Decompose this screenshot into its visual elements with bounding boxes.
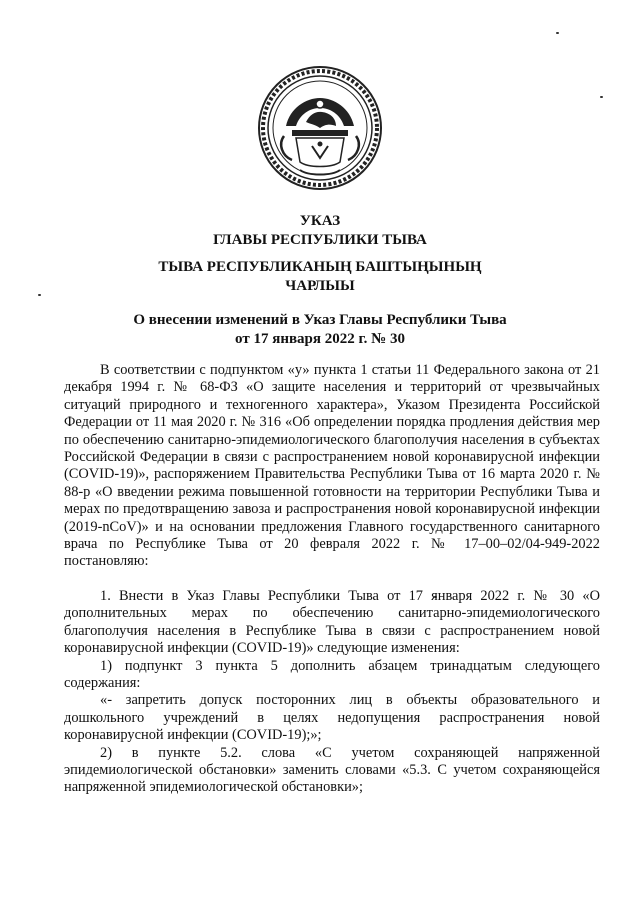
scan-speck xyxy=(556,32,559,34)
subitem-1-paragraph: 1) подпункт 3 пункта 5 дополнить абзацем тринадцатым следующего содержания: xyxy=(64,657,600,691)
title-line-4: ЧАРЛЫЫ xyxy=(285,278,355,294)
decree-title-tuvan xyxy=(0,258,640,296)
item-1-paragraph: 1. Внести в Указ Главы Республики Тыва от 17 января 2022 г. № 30 «О дополнительных мерах по обеспечению санитарно-эпидемиологического благополучия населения в Республике Тыва в связи с распространением новой коронавирусной инфекции (COVID-19)» следующие изменения: xyxy=(64,587,600,657)
subject-line-1: О внесении изменений в Указ Главы Республики Тыва xyxy=(133,312,507,328)
subitem-2-paragraph: 2) в пункте 5.2. слова «С учетом сохраняющей напряженной эпидемиологической обстановки» заменить словами «5.3. С учетом сохраняющейся напряженной эпидемиологической обстановки»; xyxy=(64,744,600,796)
decree-subject xyxy=(0,311,640,349)
coat-of-arms-emblem xyxy=(256,64,384,192)
title-line-1: УКАЗ xyxy=(299,213,341,229)
decree-title xyxy=(0,212,640,250)
scan-speck xyxy=(600,96,603,98)
quote-1-paragraph: «- запретить допуск посторонних лиц в объекты образовательного и дошкольного учреждений в целях недопущения распространения новой коронавирусной инфекции (COVID-19);»; xyxy=(64,692,600,744)
preamble-paragraph: В соответствии с подпунктом «у» пункта 1 статьи 11 Федерального закона от 21 декабря 1994 г. № 68-ФЗ «О защите населения и территорий от чрезвычайных ситуаций природного и техногенного характера», Указом Президента Российской Федерации от 11 мая 2020 г. № 316 «Об определении порядка продления действия мер по обеспечению санитарно-эпидемиологического благополучия населения в субъектах Российской Федерации в связи с распространением новой коронавирусной инфекции (COVID-19)», распоряжением Правительства Республики Тыва от 16 марта 2020 г. № 88-р «О введении режима повышенной готовности на территории Республики Тыва и мерах по предотвращению завоза и распространения новой коронавирусной инфекции (2019-nCoV)» и на основании предложения Главного государственного санитарного врача по Республике Тыва от 20 февраля 2022 г. № 17–00–02/04-949-2022 постановляю: xyxy=(64,362,600,570)
coat-of-arms-icon xyxy=(256,64,384,192)
title-line-2: ГЛАВЫ РЕСПУБЛИКИ ТЫВА xyxy=(213,232,427,248)
subject-line-2: от 17 января 2022 г. № 30 xyxy=(235,331,405,347)
title-line-3: ТЫВА РЕСПУБЛИКАНЫҢ БАШТЫҢЫНЫҢ xyxy=(158,259,482,275)
decree-body xyxy=(64,362,600,797)
